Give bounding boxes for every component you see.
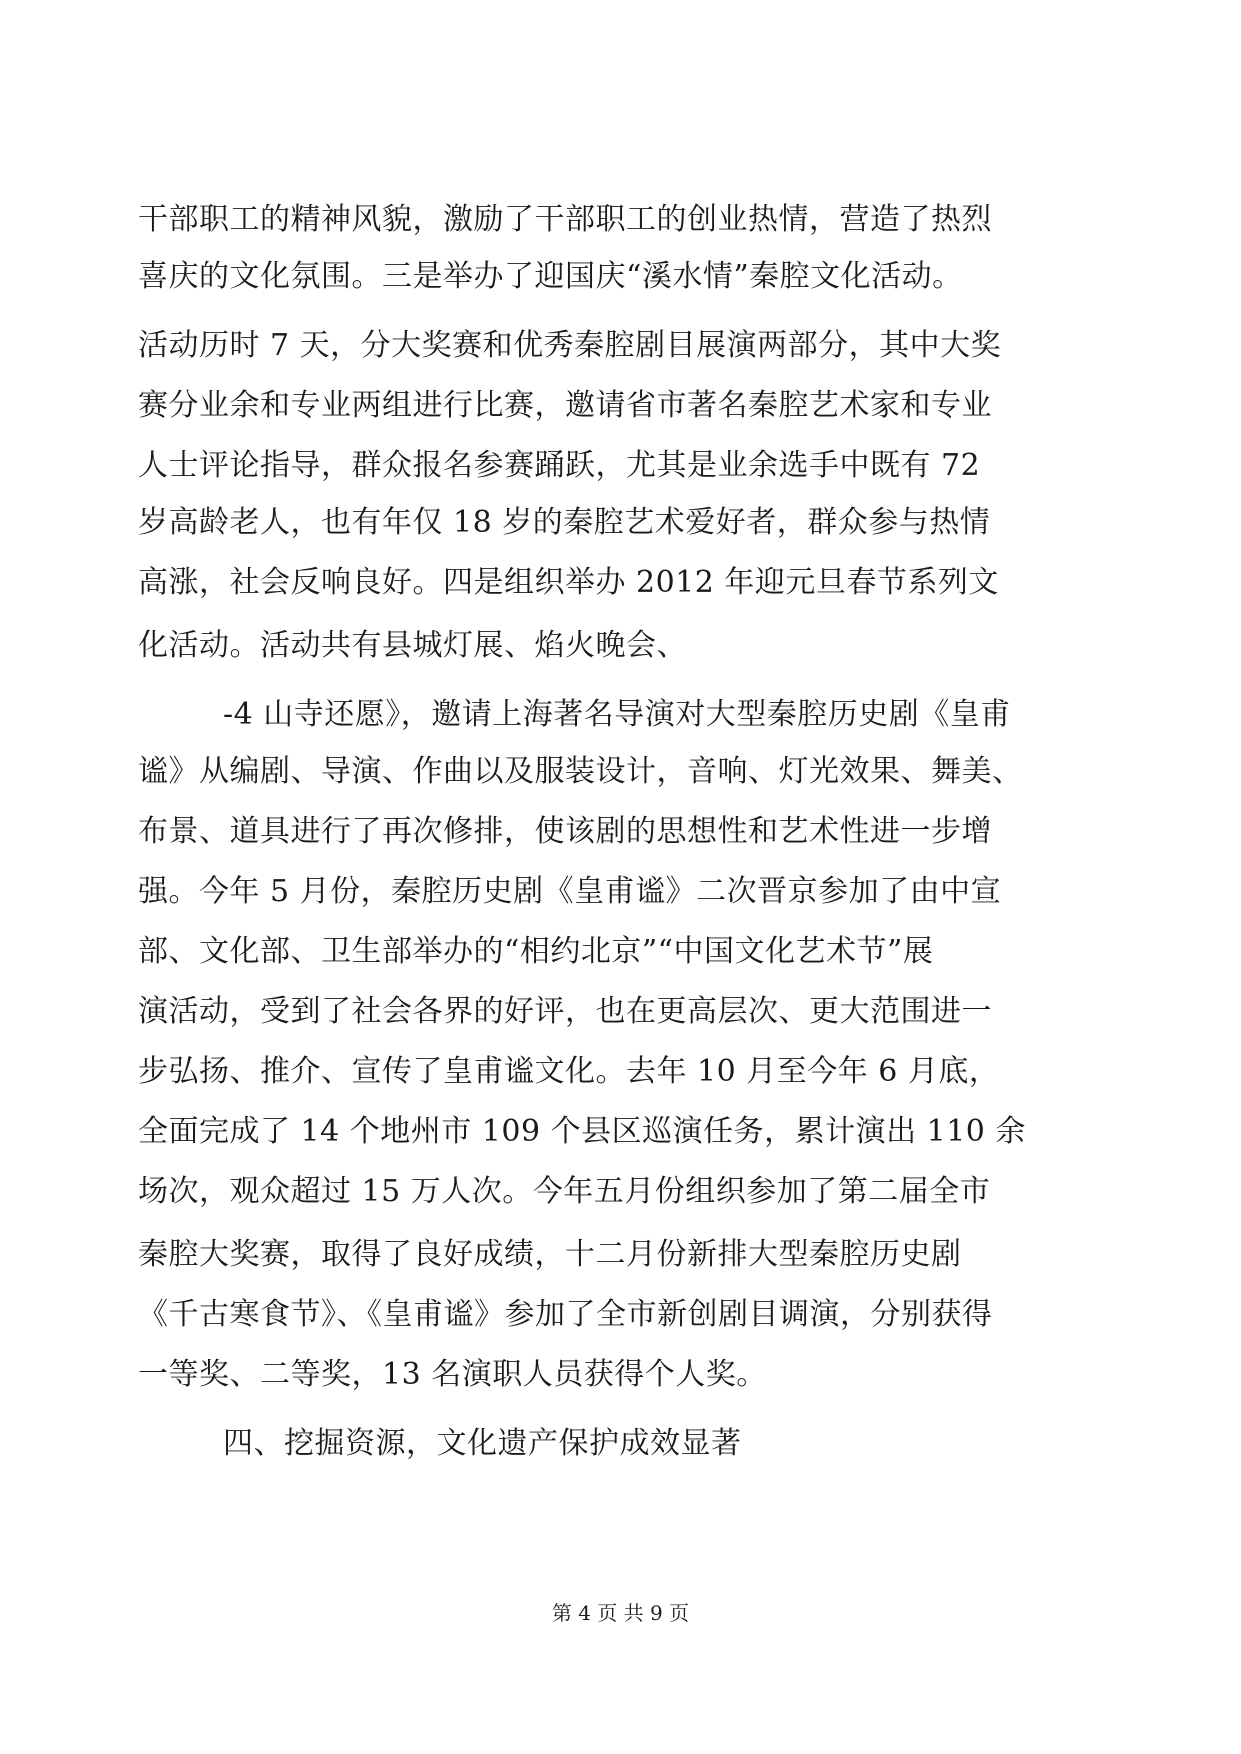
text-line: 干部职工的精神风貌，激励了干部职工的创业热情，营造了热烈 <box>138 202 992 237</box>
text-line: 活动历时 7 天，分大奖赛和优秀秦腔剧目展演两部分，其中大奖 <box>138 328 1002 363</box>
text-line: 一等奖、二等奖，13 名演职人员获得个人奖。 <box>138 1357 767 1392</box>
text-line: 高涨，社会反响良好。四是组织举办 2012 年迎元旦春节系列文 <box>138 565 999 600</box>
text-line: 演活动，受到了社会各界的好评，也在更高层次、更大范围进一 <box>138 994 992 1029</box>
text-line: 岁高龄老人，也有年仅 18 岁的秦腔艺术爱好者，群众参与热情 <box>138 505 991 540</box>
text-line: 强。今年 5 月份，秦腔历史剧《皇甫谧》二次晋京参加了由中宣 <box>138 874 1002 909</box>
text-line: 赛分业余和专业两组进行比赛，邀请省市著名秦腔艺术家和专业 <box>138 388 992 423</box>
text-line: 步弘扬、推介、宣传了皇甫谧文化。去年 10 月至今年 6 月底， <box>138 1054 1000 1089</box>
text-line: 人士评论指导，群众报名参赛踊跃，尤其是业余选手中既有 72 <box>138 448 981 483</box>
text-line: 喜庆的文化氛围。三是举办了迎国庆“溪水情”秦腔文化活动。 <box>138 259 963 294</box>
text-line: 场次，观众超过 15 万人次。今年五月份组织参加了第二届全市 <box>138 1174 991 1209</box>
section-heading: 四、挖掘资源，文化遗产保护成效显著 <box>223 1426 742 1461</box>
text-line: 布景、道具进行了再次修排，使该剧的思想性和艺术性进一步增 <box>138 814 992 849</box>
text-line: 全面完成了 14 个地州市 109 个县区巡演任务，累计演出 110 余 <box>138 1114 1026 1149</box>
text-line: 化活动。活动共有县城灯展、焰火晚会、 <box>138 628 687 663</box>
page-number-footer: 第 4 页 共 9 页 <box>551 1601 690 1625</box>
text-line: -4 山寺还愿》，邀请上海著名导演对大型秦腔历史剧《皇甫 <box>223 697 1011 732</box>
text-line: 秦腔大奖赛，取得了良好成绩，十二月份新排大型秦腔历史剧 <box>138 1237 962 1272</box>
text-line: 《千古寒食节》、《皇甫谧》参加了全市新创剧目调演，分别获得 <box>138 1297 993 1332</box>
text-line: 部、文化部、卫生部举办的“相约北京”“中国文化艺术节”展 <box>138 934 934 969</box>
text-line: 谧》从编剧、导演、作曲以及服装设计，音响、灯光效果、舞美、 <box>138 754 1023 789</box>
